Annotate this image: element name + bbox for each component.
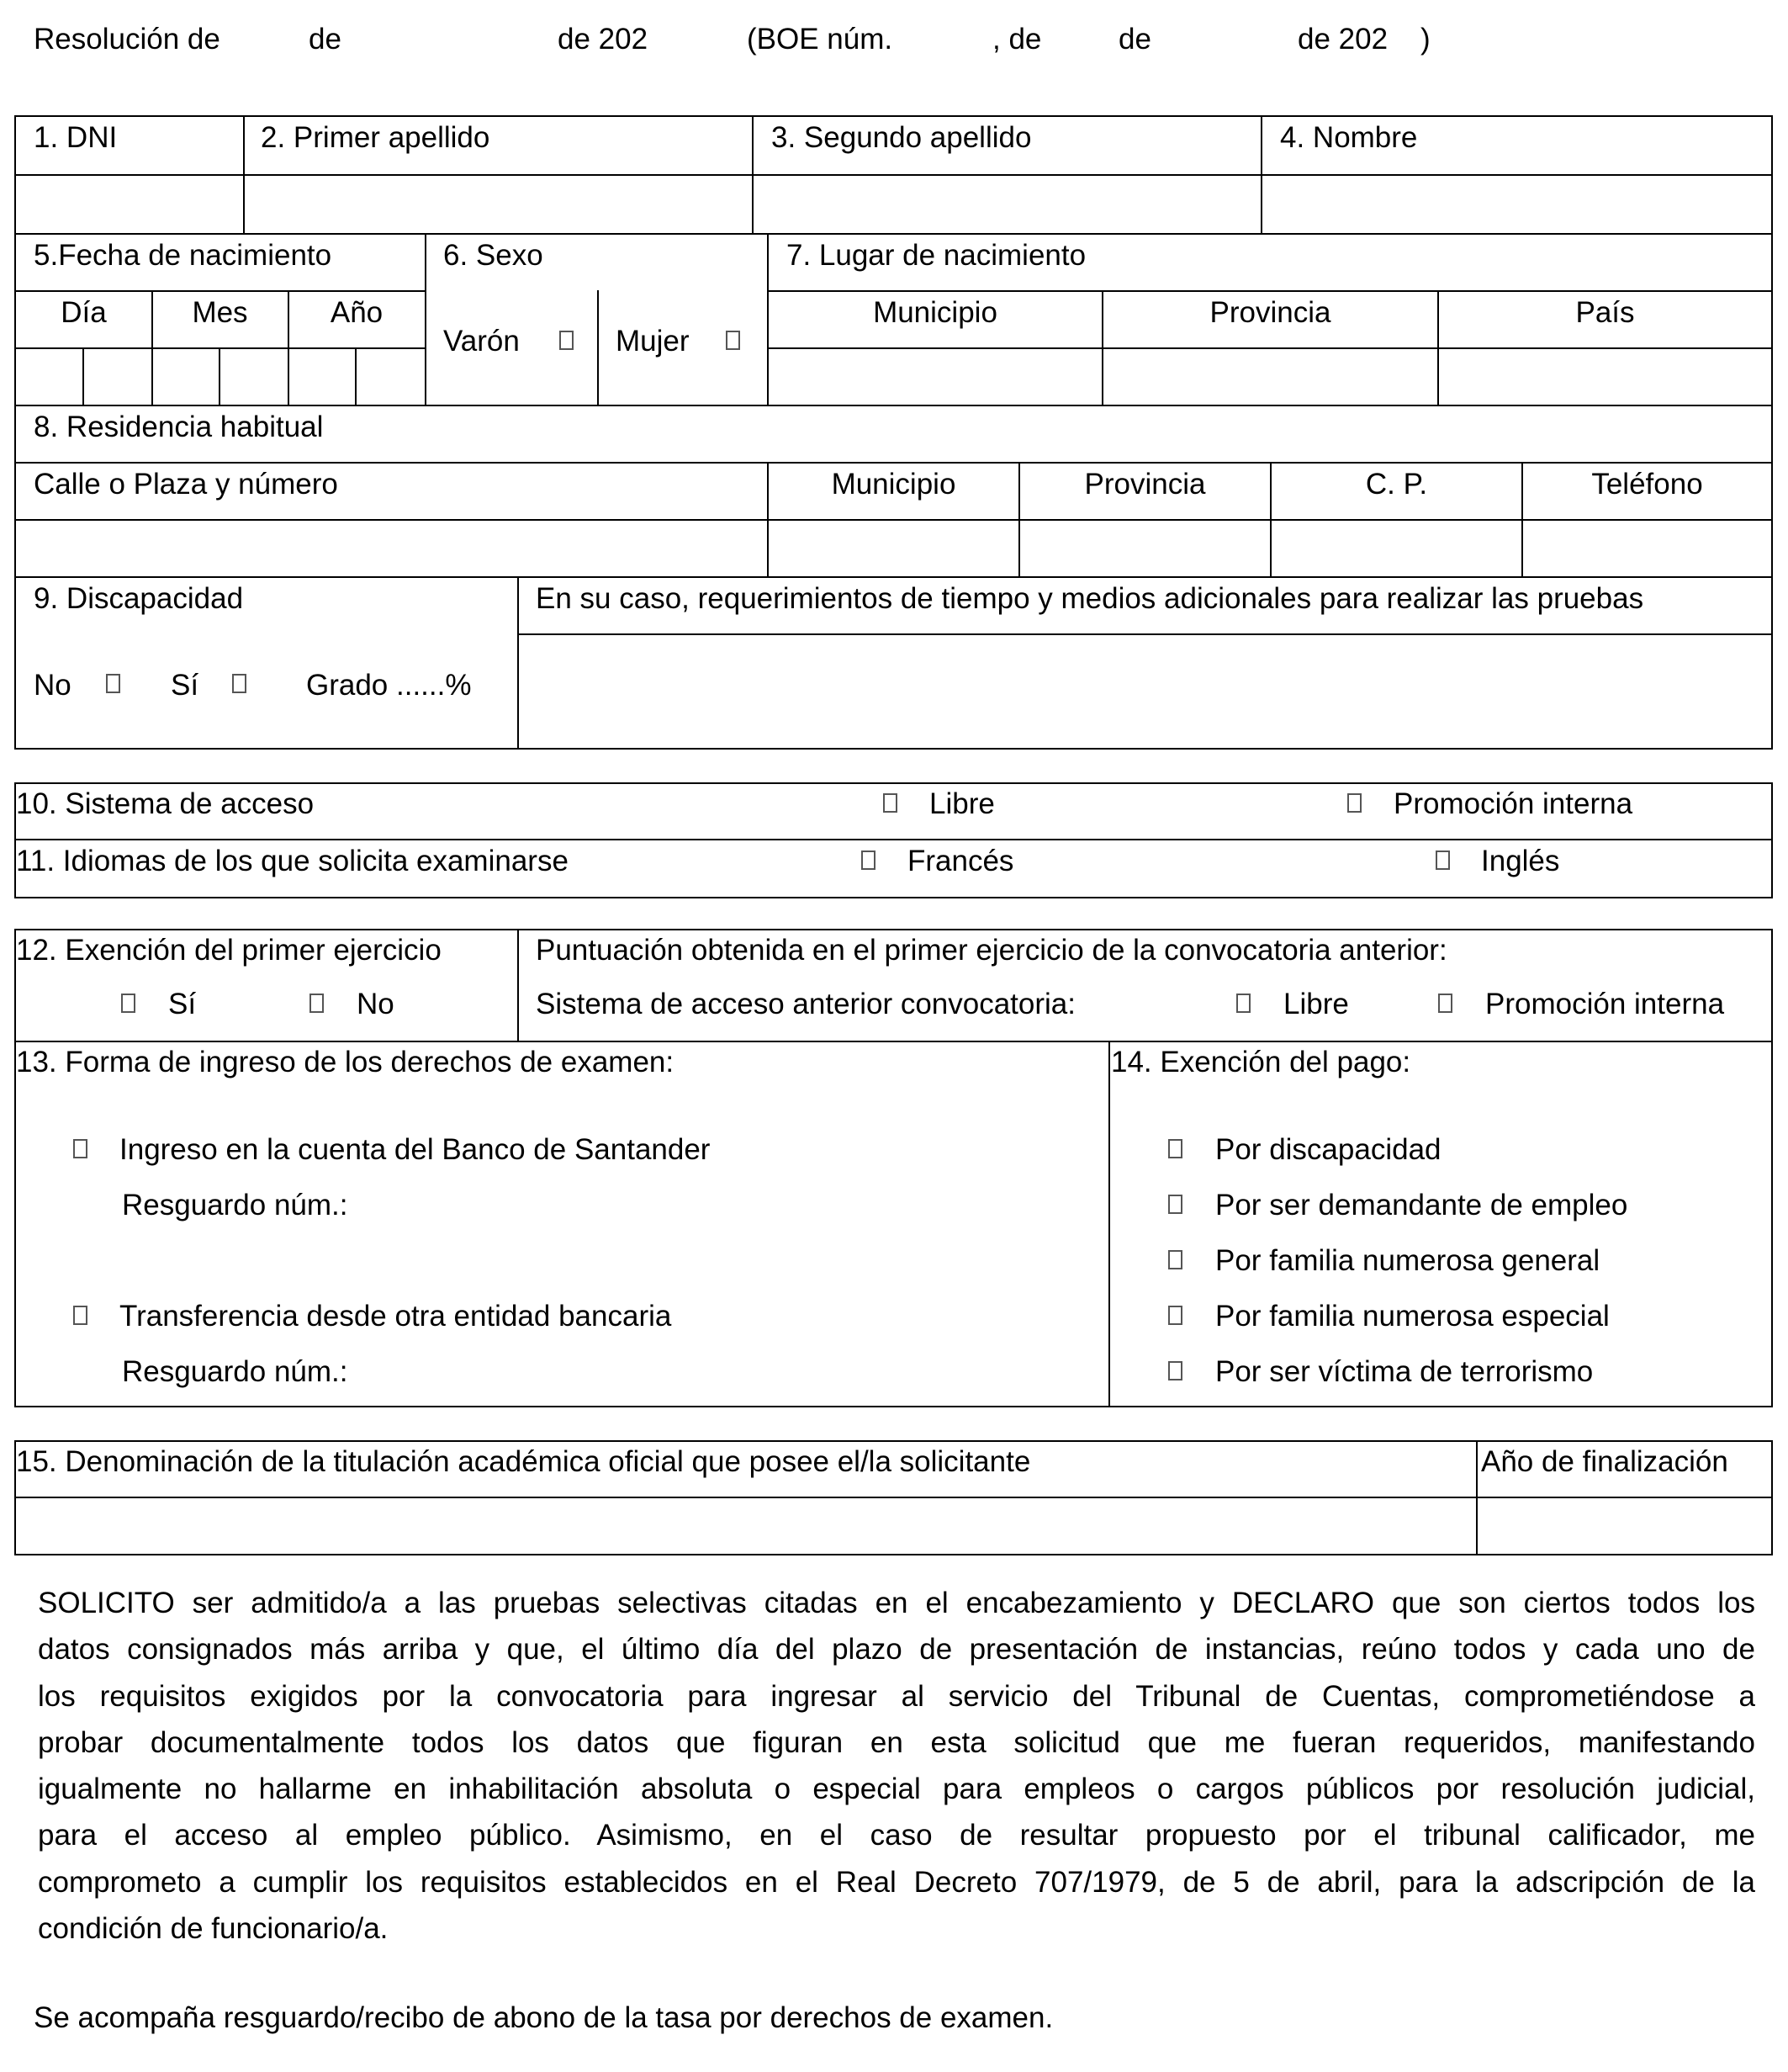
segundo-apellido-label: 3. Segundo apellido	[771, 121, 1032, 154]
fecha-nacimiento-label: 5.Fecha de nacimiento	[34, 239, 332, 272]
declaracion-line: SOLICITO ser admitido/a a las pruebas selectivas citadas en el encabezamiento y DECLARO que son ciertos todos los	[38, 1587, 1755, 1619]
header-coma-de: , de	[992, 23, 1042, 56]
transferencia-checkbox[interactable]	[73, 1306, 87, 1325]
declaracion-line: probar documentalmente todos los datos que figuran en esta solicitud que me fueran requeridos, manifestando	[38, 1725, 1755, 1759]
exencion-pago-item: Por ser víctima de terrorismo	[1215, 1355, 1594, 1388]
familia-general-checkbox[interactable]	[1168, 1250, 1182, 1269]
acceso-title: 10. Sistema de acceso	[16, 787, 315, 820]
idiomas-title: 11. Idiomas de los que solicita examinarse	[16, 845, 569, 877]
frances-label: Francés	[907, 845, 1014, 877]
declaracion-paragraph	[38, 1580, 1755, 1952]
provincia-residencia-label: Provincia	[1084, 468, 1206, 501]
dia-label: Día	[61, 296, 107, 329]
header-de-1: de	[309, 23, 341, 56]
ingles-checkbox[interactable]	[1436, 851, 1450, 870]
anterior-promocion-checkbox[interactable]	[1438, 994, 1452, 1013]
nombre-label: 4. Nombre	[1280, 121, 1418, 154]
lugar-nacimiento-label: 7. Lugar de nacimiento	[786, 239, 1087, 272]
declaracion-line: para el acceso al empleo público. Asimismo, en el caso de resultar propuesto por el tribunal calificador, me	[38, 1819, 1755, 1852]
discapacidad-si-checkbox[interactable]	[232, 674, 246, 693]
declaracion-line: igualmente no hallarme en inhabilitación absoluta o especial para empleos o cargos públicos por resolución judicial,	[38, 1773, 1755, 1806]
requerimientos-label: En su caso, requerimientos de tiempo y medios adicionales para realizar las pruebas	[536, 582, 1644, 615]
provincia-nacimiento-label: Provincia	[1209, 296, 1331, 329]
varon-label: Varón	[443, 325, 520, 358]
header-de-2: de	[1119, 23, 1151, 56]
discapacidad-no-label: No	[34, 669, 71, 702]
header-resolucion: Resolución de	[34, 23, 220, 56]
banco-label: Ingreso en la cuenta del Banco de Santander	[119, 1133, 711, 1166]
anio-label: Año	[330, 296, 384, 329]
sexo-label: 6. Sexo	[443, 239, 543, 272]
resguardo-2-label: Resguardo núm.:	[122, 1355, 348, 1388]
transferencia-label: Transferencia desde otra entidad bancaria	[119, 1300, 672, 1333]
declaracion-line: comprometo a cumplir los requisitos establecidos en el Real Decreto 707/1979, de 5 de abril, para la adscripción de la	[38, 1865, 1755, 1899]
municipio-nacimiento-label: Municipio	[873, 296, 997, 329]
municipio-residencia-label: Municipio	[831, 468, 956, 501]
mujer-label: Mujer	[616, 325, 690, 358]
declaracion-line: condición de funcionario/a.	[38, 1912, 389, 1946]
acceso-promocion-checkbox[interactable]	[1347, 793, 1362, 813]
familia-especial-checkbox[interactable]	[1168, 1306, 1182, 1325]
ingles-label: Inglés	[1481, 845, 1560, 877]
dni-label: 1. DNI	[34, 121, 118, 154]
telefono-label: Teléfono	[1591, 468, 1703, 501]
exencion-no-label: No	[357, 988, 394, 1020]
terrorismo-checkbox[interactable]	[1168, 1361, 1182, 1380]
anterior-promocion-label: Promoción interna	[1485, 988, 1725, 1020]
discapacidad-si-label: Sí	[171, 669, 199, 702]
declaracion-line: los requisitos exigidos por la convocatoria para ingresar al servicio del Tribunal de Cuentas, comprometiéndose a	[38, 1679, 1755, 1713]
header-de-202-a: de 202	[558, 23, 648, 56]
pais-nacimiento-label: País	[1575, 296, 1635, 329]
titulacion-title: 15. Denominación de la titulación académica oficial que posee el/la solicitante	[16, 1445, 1031, 1478]
banco-checkbox[interactable]	[73, 1139, 87, 1158]
header-close: )	[1420, 23, 1431, 56]
mujer-checkbox[interactable]	[726, 331, 740, 350]
primer-apellido-label: 2. Primer apellido	[261, 121, 490, 154]
cp-label: C. P.	[1365, 468, 1428, 501]
exencion-si-checkbox[interactable]	[121, 994, 135, 1013]
resguardo-1-label: Resguardo núm.:	[122, 1189, 348, 1221]
mes-label: Mes	[192, 296, 248, 329]
demandante-checkbox[interactable]	[1168, 1195, 1182, 1214]
discapacidad-no-checkbox[interactable]	[106, 674, 120, 693]
residencia-title: 8. Residencia habitual	[34, 411, 324, 443]
exencion-pago-item: Por familia numerosa general	[1215, 1244, 1600, 1277]
exencion-primer-title: 12. Exención del primer ejercicio	[16, 934, 442, 967]
adjunto-text: Se acompaña resguardo/recibo de abono de la tasa por derechos de examen.	[34, 2001, 1054, 2034]
grado-label: Grado ......%	[306, 669, 472, 702]
sistema-anterior-label: Sistema de acceso anterior convocatoria:	[536, 988, 1076, 1020]
frances-checkbox[interactable]	[861, 851, 875, 870]
puntuacion-label: Puntuación obtenida en el primer ejercicio de la convocatoria anterior:	[536, 934, 1447, 967]
acceso-libre-label: Libre	[929, 787, 995, 820]
exencion-pago-item: Por ser demandante de empleo	[1215, 1189, 1628, 1221]
anio-finalizacion-label: Año de finalización	[1481, 1445, 1728, 1478]
ingreso-title: 13. Forma de ingreso de los derechos de examen:	[16, 1046, 674, 1078]
header-de-202-b: de 202	[1298, 23, 1389, 56]
exencion-pago-item: Por discapacidad	[1215, 1133, 1442, 1166]
varon-checkbox[interactable]	[559, 331, 574, 350]
declaracion-line: datos consignados más arriba y que, el último día del plazo de presentación de instancias, reúno todos y cada uno de	[38, 1633, 1755, 1667]
anterior-libre-label: Libre	[1283, 988, 1349, 1020]
exencion-pago-item: Por familia numerosa especial	[1215, 1300, 1610, 1333]
exencion-no-checkbox[interactable]	[309, 994, 324, 1013]
acceso-promocion-label: Promoción interna	[1394, 787, 1633, 820]
header-boe: (BOE núm.	[747, 23, 893, 56]
discapacidad-pago-checkbox[interactable]	[1168, 1139, 1182, 1158]
anterior-libre-checkbox[interactable]	[1236, 994, 1251, 1013]
calle-label: Calle o Plaza y número	[34, 468, 338, 501]
exencion-pago-title: 14. Exención del pago:	[1111, 1046, 1411, 1078]
exencion-si-label: Sí	[168, 988, 197, 1020]
discapacidad-title: 9. Discapacidad	[34, 582, 244, 615]
acceso-libre-checkbox[interactable]	[883, 793, 897, 813]
